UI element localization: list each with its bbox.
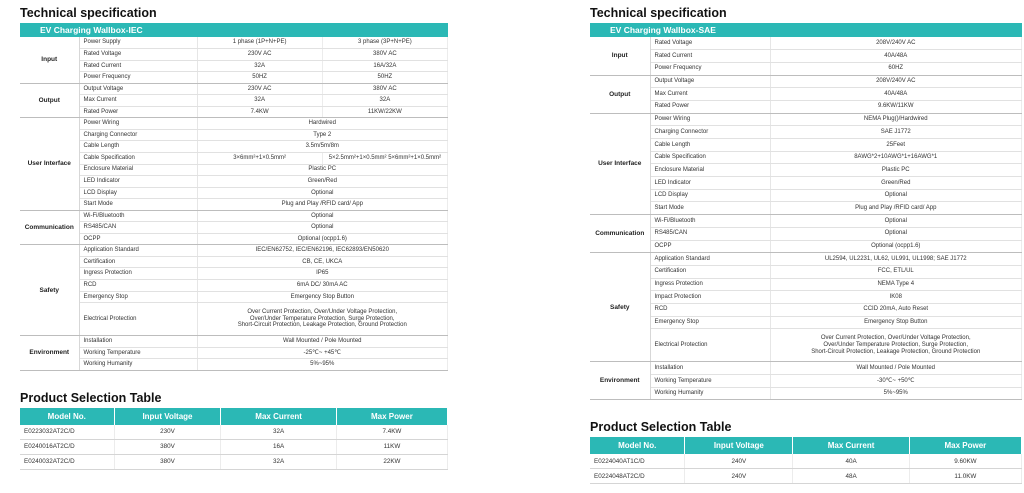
spec-value: 208V/240V AC	[770, 75, 1022, 88]
spec-group-label: Environment	[590, 362, 650, 400]
table-row	[20, 454, 448, 469]
spec-value: 25Feet	[770, 139, 1022, 152]
section-title: Product Selection Table	[20, 390, 162, 405]
spec-row	[590, 215, 1022, 228]
spec-label: Rated Voltage	[650, 37, 770, 50]
spec-row	[20, 72, 448, 84]
spec-label: LCD Display	[79, 187, 197, 199]
table-cell: 11.0KW	[909, 469, 1021, 484]
spec-label: Cable Length	[79, 141, 197, 153]
spec-value: CCID 20mA, Auto Reset	[770, 303, 1022, 316]
spec-value: 32A	[197, 95, 322, 107]
section-title: Product Selection Table	[590, 420, 732, 435]
spec-label: RCD	[650, 303, 770, 316]
product-selection-table	[20, 408, 448, 470]
spec-label: Rated Power	[650, 100, 770, 113]
table-cell: 22KW	[336, 454, 447, 469]
spec-value: Optional	[197, 210, 448, 222]
spec-label: Power Frequency	[79, 72, 197, 84]
spec-value: FCC, ETL/UL	[770, 265, 1022, 278]
spec-label: Working Humanity	[79, 359, 197, 371]
spec-label: Cable Length	[650, 139, 770, 152]
spec-row	[20, 233, 448, 245]
spec-value: 230V AC	[197, 83, 322, 95]
spec-value: 3.5m/5m/8m	[197, 141, 448, 153]
spec-label: Application Standard	[79, 245, 197, 257]
spec-value: Wall Mounted / Pole Mounted	[197, 336, 448, 348]
table-cell: 380V	[114, 439, 221, 454]
spec-label: LCD Display	[650, 189, 770, 202]
table-cell: 11KW	[336, 439, 447, 454]
spec-row	[20, 37, 448, 49]
spec-label: Wi-Fi/Bluetooth	[650, 215, 770, 228]
spec-label: Start Mode	[650, 202, 770, 215]
spec-group-label: Input	[20, 37, 79, 83]
spec-row	[20, 176, 448, 188]
spec-label: OCPP	[650, 240, 770, 253]
spec-label: Certification	[650, 265, 770, 278]
spec-label: LED Indicator	[650, 177, 770, 190]
spec-value: 11KW/22KW	[322, 106, 447, 118]
spec-table	[20, 37, 448, 371]
spec-value: Optional	[770, 189, 1022, 202]
spec-value: UL2594, UL2231, UL62, UL991, UL1998; SAE J1772	[770, 253, 1022, 266]
spec-row	[590, 240, 1022, 253]
spec-label: Application Standard	[650, 253, 770, 266]
section-title: Technical specification	[20, 6, 157, 20]
spec-value: Hardwired	[197, 118, 448, 130]
table-cell: 380V	[114, 454, 221, 469]
spec-value: Emergency Stop Button	[770, 316, 1022, 329]
spec-row	[590, 375, 1022, 388]
spec-row	[20, 245, 448, 257]
spec-label: Wi-Fi/Bluetooth	[79, 210, 197, 222]
spec-row	[590, 62, 1022, 75]
spec-label: Installation	[79, 336, 197, 348]
spec-label: OCPP	[79, 233, 197, 245]
spec-row	[20, 359, 448, 371]
table-cell: E0224040AT1C/D	[590, 454, 685, 469]
spec-row	[590, 202, 1022, 215]
column-header: Input Voltage	[685, 437, 793, 454]
spec-row	[20, 95, 448, 107]
spec-row	[20, 187, 448, 199]
spec-value: Optional	[770, 215, 1022, 228]
spec-value: Plug and Play /RFID card/ App	[197, 199, 448, 211]
spec-value: 32A	[322, 95, 447, 107]
spec-row	[20, 49, 448, 61]
spec-row	[590, 126, 1022, 139]
spec-value: Over Current Protection, Over/Under Voltage Protection, Over/Under Temperature Protection, Surge Protection, Short-Circuit Protection, Leakage Protection, Ground Protection	[770, 329, 1022, 362]
spec-group-label: User Interface	[20, 118, 79, 210]
spec-value: 16A/32A	[322, 60, 447, 72]
table-cell: 230V	[114, 425, 221, 440]
spec-value: 6mA DC/ 30mA AC	[197, 279, 448, 291]
spec-label: Rated Current	[650, 50, 770, 63]
table-banner: EV Charging Wallbox-IEC	[20, 23, 448, 37]
spec-label: Start Mode	[79, 199, 197, 211]
spec-value: 50HZ	[197, 72, 322, 84]
spec-value: 5%~95%	[197, 359, 448, 371]
spec-value: 380V AC	[322, 49, 447, 61]
spec-row	[20, 279, 448, 291]
spec-label: Cable Specification	[650, 151, 770, 164]
spec-label: Max Current	[650, 88, 770, 101]
column-header: Max Current	[221, 408, 336, 425]
spec-value: Plastic PC	[197, 164, 448, 176]
table-cell: 240V	[685, 454, 793, 469]
spec-value: IP65	[197, 268, 448, 280]
spec-group-label: Input	[590, 37, 650, 75]
column-header: Model No.	[590, 437, 685, 454]
spec-row	[590, 387, 1022, 400]
spec-row	[20, 222, 448, 234]
spec-row	[20, 83, 448, 95]
spec-row	[20, 199, 448, 211]
spec-value: 7.4KW	[197, 106, 322, 118]
spec-value: IK08	[770, 291, 1022, 304]
spec-row	[20, 336, 448, 348]
spec-value: Optional (ocpp1.6)	[770, 240, 1022, 253]
spec-value: NEMA Type 4	[770, 278, 1022, 291]
spec-row	[20, 303, 448, 336]
spec-label: Impact Protection	[650, 291, 770, 304]
spec-row	[590, 113, 1022, 126]
spec-row	[590, 278, 1022, 291]
spec-table	[590, 37, 1022, 400]
spec-group-label: Communication	[590, 215, 650, 253]
spec-value: Optional (ocpp1.6)	[197, 233, 448, 245]
spec-label: RCD	[79, 279, 197, 291]
spec-group-label: User Interface	[590, 113, 650, 215]
section-title: Technical specification	[590, 6, 727, 20]
spec-row	[20, 256, 448, 268]
table-cell: 16A	[221, 439, 336, 454]
spec-value: 40A/48A	[770, 88, 1022, 101]
spec-label: Output Voltage	[79, 83, 197, 95]
spec-row	[20, 141, 448, 153]
spec-row	[590, 362, 1022, 375]
spec-value: Optional	[770, 227, 1022, 240]
table-cell: 240V	[685, 469, 793, 484]
spec-value: 8AWG*2+10AWG*1+16AWG*1	[770, 151, 1022, 164]
spec-label: LED Indicator	[79, 176, 197, 188]
spec-value: -25℃~ +45℃	[197, 347, 448, 359]
spec-row	[590, 151, 1022, 164]
spec-value: NEMA Plug()/Hardwired	[770, 113, 1022, 126]
spec-value: 3 phase (3P+N+PE)	[322, 37, 447, 49]
spec-label: Enclosure Material	[79, 164, 197, 176]
spec-value: CB, CE, UKCA	[197, 256, 448, 268]
product-selection-table	[590, 437, 1022, 484]
spec-value: 5×2.5mm²+1×0.5mm² 5×6mm²+1×0.5mm²	[322, 152, 447, 164]
spec-value: IEC/EN62752, IEC/EN62196, IEC62893/EN50620	[197, 245, 448, 257]
column-header: Max Power	[909, 437, 1021, 454]
spec-value: 50HZ	[322, 72, 447, 84]
spec-value: Type 2	[197, 129, 448, 141]
spec-value: Optional	[197, 187, 448, 199]
spec-label: Power Wiring	[79, 118, 197, 130]
spec-row	[590, 265, 1022, 278]
spec-label: Installation	[650, 362, 770, 375]
spec-value: 380V AC	[322, 83, 447, 95]
spec-row	[20, 210, 448, 222]
spec-group-label: Environment	[20, 336, 79, 371]
spec-value: 208V/240V AC	[770, 37, 1022, 50]
spec-row	[590, 316, 1022, 329]
iec-spec-panel	[20, 0, 448, 470]
spec-label: Charging Connector	[650, 126, 770, 139]
spec-label: RS485/CAN	[650, 227, 770, 240]
table-cell: 7.4KW	[336, 425, 447, 440]
table-cell: 32A	[221, 454, 336, 469]
spec-label: Max Current	[79, 95, 197, 107]
spec-row	[590, 100, 1022, 113]
table-cell: 32A	[221, 425, 336, 440]
spec-value: 32A	[197, 60, 322, 72]
spec-row	[20, 106, 448, 118]
spec-label: Ingress Protection	[79, 268, 197, 280]
spec-row	[590, 291, 1022, 304]
table-cell: E0240032AT2C/D	[20, 454, 114, 469]
spec-label: Certification	[79, 256, 197, 268]
table-cell: E0223032AT2C/D	[20, 425, 114, 440]
spec-label: Emergency Stop	[650, 316, 770, 329]
spec-row	[590, 88, 1022, 101]
spec-row	[20, 164, 448, 176]
spec-label: Working Temperature	[650, 375, 770, 388]
table-banner: EV Charging Wallbox-SAE	[590, 23, 1022, 37]
spec-value: Plug and Play /RFID card/ App	[770, 202, 1022, 215]
spec-value: -30℃~ +50℃	[770, 375, 1022, 388]
table-cell: E0224048AT2C/D	[590, 469, 685, 484]
spec-group-label: Safety	[590, 253, 650, 362]
spec-value: Plastic PC	[770, 164, 1022, 177]
spec-row	[590, 75, 1022, 88]
spec-row	[590, 303, 1022, 316]
spec-label: Electrical Protection	[650, 329, 770, 362]
column-header: Input Voltage	[114, 408, 221, 425]
spec-value: 5%~95%	[770, 387, 1022, 400]
column-header: Model No.	[20, 408, 114, 425]
spec-label: RS485/CAN	[79, 222, 197, 234]
spec-label: Output Voltage	[650, 75, 770, 88]
spec-label: Rated Power	[79, 106, 197, 118]
table-row	[20, 425, 448, 440]
spec-row	[20, 268, 448, 280]
spec-value: Green/Red	[197, 176, 448, 188]
spec-row	[20, 118, 448, 130]
table-cell: 48A	[793, 469, 910, 484]
spec-value: Optional	[197, 222, 448, 234]
spec-value: 1 phase (1P+N+PE)	[197, 37, 322, 49]
spec-value: Over Current Protection, Over/Under Voltage Protection, Over/Under Temperature Protection, Surge Protection, Short-Circuit Protection, Leakage Protection, Ground Protection	[197, 303, 448, 336]
spec-row	[590, 164, 1022, 177]
spec-value: Emergency Stop Button	[197, 291, 448, 303]
spec-value: 40A/48A	[770, 50, 1022, 63]
spec-label: Power Wiring	[650, 113, 770, 126]
column-header: Max Power	[336, 408, 447, 425]
spec-label: Power Supply	[79, 37, 197, 49]
spec-row	[590, 329, 1022, 362]
spec-label: Electrical Protection	[79, 303, 197, 336]
spec-row	[590, 50, 1022, 63]
table-row	[590, 469, 1022, 484]
spec-value: 9.6KW/11KW	[770, 100, 1022, 113]
spec-value: 3×6mm²+1×0.5mm²	[197, 152, 322, 164]
spec-value: Green/Red	[770, 177, 1022, 190]
spec-label: Working Temperature	[79, 347, 197, 359]
spec-row	[20, 129, 448, 141]
spec-row	[590, 189, 1022, 202]
spec-row	[590, 37, 1022, 50]
spec-label: Ingress Protection	[650, 278, 770, 291]
spec-label: Charging Connector	[79, 129, 197, 141]
table-cell: 40A	[793, 454, 910, 469]
spec-row	[20, 60, 448, 72]
spec-row	[590, 253, 1022, 266]
spec-row	[590, 139, 1022, 152]
spec-label: Cable Specification	[79, 152, 197, 164]
spec-group-label: Communication	[20, 210, 79, 245]
sae-spec-panel	[590, 0, 1022, 484]
spec-value: 60HZ	[770, 62, 1022, 75]
spec-row	[20, 152, 448, 164]
spec-row	[590, 227, 1022, 240]
spec-value: Wall Mounted / Pole Mounted	[770, 362, 1022, 375]
spec-group-label: Output	[20, 83, 79, 118]
table-row	[20, 439, 448, 454]
spec-row	[20, 291, 448, 303]
spec-group-label: Output	[590, 75, 650, 113]
spec-row	[590, 177, 1022, 190]
spec-group-label: Safety	[20, 245, 79, 336]
spec-label: Enclosure Material	[650, 164, 770, 177]
spec-label: Emergency Stop	[79, 291, 197, 303]
table-row	[590, 454, 1022, 469]
spec-label: Rated Current	[79, 60, 197, 72]
spec-label: Working Humanity	[650, 387, 770, 400]
table-cell: 9.60KW	[909, 454, 1021, 469]
spec-value: SAE J1772	[770, 126, 1022, 139]
column-header: Max Current	[793, 437, 910, 454]
spec-row	[20, 347, 448, 359]
spec-label: Rated Voltage	[79, 49, 197, 61]
spec-label: Power Frequency	[650, 62, 770, 75]
table-cell: E0240016AT2C/D	[20, 439, 114, 454]
spec-value: 230V AC	[197, 49, 322, 61]
